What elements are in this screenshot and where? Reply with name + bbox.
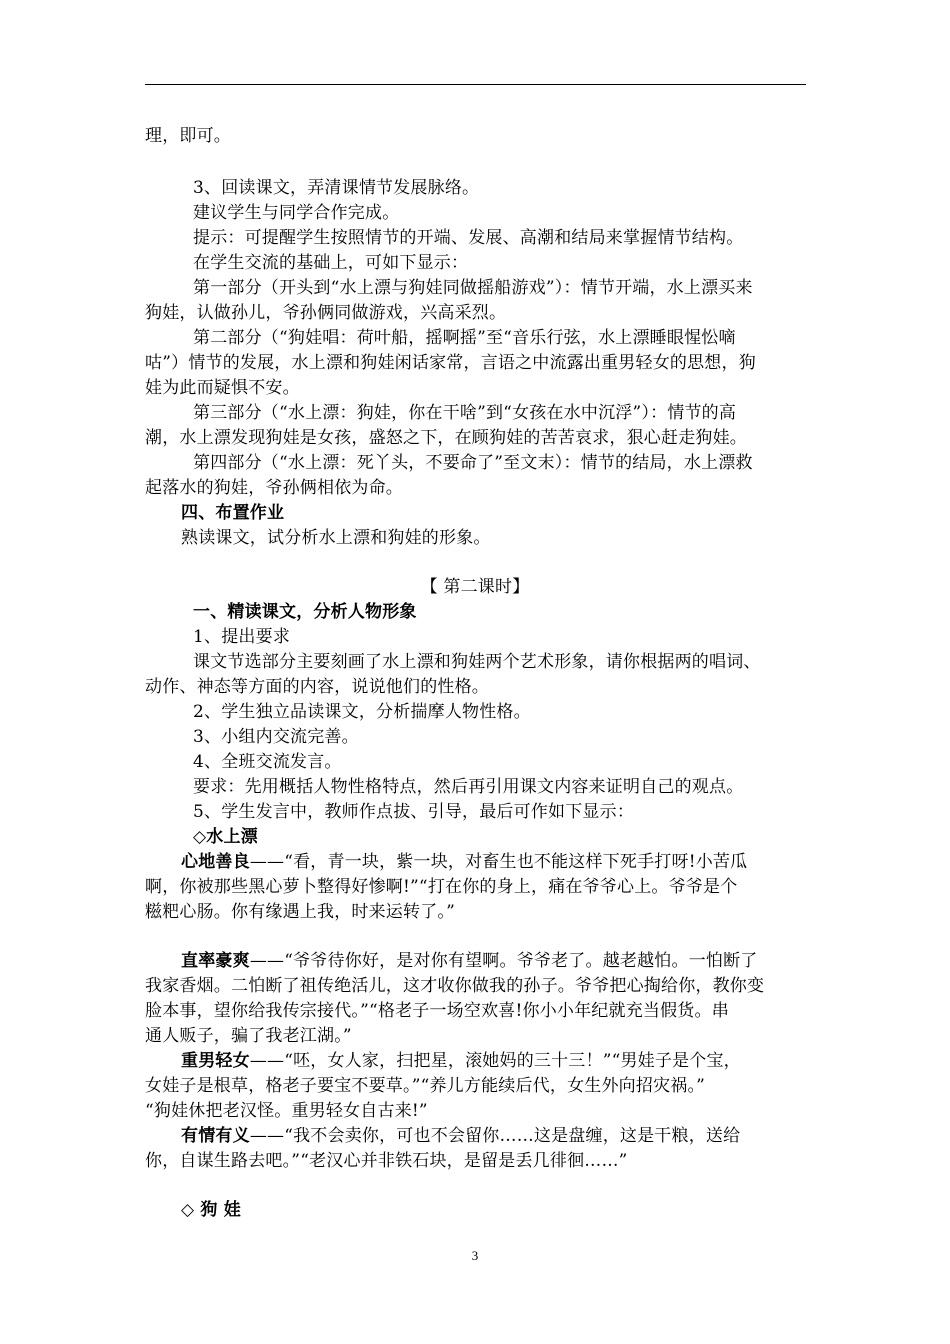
- character-heading: ◇ 狗 娃: [181, 1200, 241, 1220]
- page-number: 3: [471, 1248, 479, 1263]
- text-line: 动作、神态等方面的内容，说说他们的性格。: [145, 677, 489, 697]
- trait-line: [181, 1124, 740, 1148]
- text-line: 狗娃，认做孙儿，爷孙俩同做游戏，兴高采烈。: [145, 303, 507, 323]
- trait-quote: ——“呸，女人家，扫把星，滚她妈的三十三！”“男娃子是个宝，: [249, 1051, 741, 1071]
- character-heading: ◇水上漂: [193, 827, 258, 847]
- text-line: 3、小组内交流完善。: [193, 727, 359, 747]
- text-line: 咕”）情节的发展，水上漂和狗娃闲话家常，言语之中流露出重男轻女的思想，狗: [145, 353, 756, 373]
- trait-line: [181, 850, 747, 874]
- text-line: 脸本事，望你给我传宗接代。”“格老子一场空欢喜!你小小年纪就充当假货。串: [145, 1001, 729, 1021]
- lesson-title: 【 第二课时】: [420, 577, 530, 597]
- text-line: 第一部分（开头到“水上漂与狗娃同做摇船游戏”）：情节开端，水上漂买来: [193, 278, 753, 298]
- text-line: 第二部分（“狗娃唱：荷叶船，摇啊摇”至“音乐行弦，水上漂睡眼惺忪嘀: [193, 328, 736, 348]
- text-line: 2、学生独立品读课文，分析揣摩人物性格。: [193, 702, 531, 722]
- text-line: 提示：可提醒学生按照情节的开端、发展、高潮和结局来掌握情节结构。: [193, 228, 744, 248]
- section-heading: 四、布置作业: [181, 503, 285, 523]
- text-line: 3、回读课文，弄清课情节发展脉络。: [193, 178, 480, 198]
- header-rule: [145, 84, 806, 85]
- text-line: 第三部分（“水上漂：狗娃，你在干啥”到“女孩在水中沉浮”）：情节的高: [193, 403, 737, 423]
- trait-quote: ——“看，青一块，紫一块，对畜生也不能这样下死手打呀!小苦瓜: [249, 852, 748, 872]
- text-line: 女娃子是根草，格老子要宝不要草。”“养儿方能续后代，女生外向招灾祸。”: [145, 1076, 706, 1096]
- text-line: 要求：先用概括人物性格特点，然后再引用课文内容来证明自己的观点。: [193, 777, 744, 797]
- text-line: 理，即可。: [145, 126, 231, 146]
- trait-line: [181, 1049, 741, 1073]
- text-line: “狗娃休把老汉怪。重男轻女自古来!”: [145, 1101, 428, 1121]
- text-line: 建议学生与同学合作完成。: [193, 203, 400, 223]
- text-line: 第四部分（“水上漂：死丫头，不要命了”至文末）：情节的结局，水上漂救: [193, 453, 753, 473]
- text-line: 通人贩子，骗了我老江湖。”: [145, 1026, 352, 1046]
- text-line: 潮，水上漂发现狗娃是女孩，盛怒之下，在顾狗娃的苦苦哀求，狠心赶走狗娃。: [145, 428, 747, 448]
- trait-label: 有情有义: [181, 1126, 250, 1146]
- text-line: 4、全班交流发言。: [193, 752, 342, 772]
- trait-label: 心地善良: [181, 852, 250, 872]
- trait-label: 重男轻女: [181, 1051, 250, 1071]
- trait-quote: ——“我不会卖你，可也不会留你……这是盘缠，这是干粮，送给: [249, 1126, 741, 1146]
- text-line: 你，自谋生路去吧。”“老汉心并非铁石块，是留是丢几徘徊……”: [145, 1151, 628, 1171]
- text-line: 娃为此而疑惧不安。: [145, 378, 300, 398]
- text-line: 起落水的狗娃，爷孙俩相依为命。: [145, 478, 403, 498]
- text-line: 糍粑心肠。你有缘遇上我，时来运转了。”: [145, 902, 455, 922]
- trait-line: [181, 949, 758, 973]
- text-line: 熟读课文，试分析水上漂和狗娃的形象。: [181, 528, 491, 548]
- trait-quote: ——“爷爷待你好，是对你有望啊。爷爷老了。越老越怕。一怕断了: [249, 951, 758, 971]
- text-line: 课文节选部分主要刻画了水上漂和狗娃两个艺术形象，请你根据两的唱词、: [193, 652, 761, 672]
- text-line: 5、学生发言中，教师作点拔、引导，最后可作如下显示：: [193, 802, 635, 822]
- text-line: 1、提出要求: [193, 627, 291, 647]
- text-line: 啊，你被那些黑心萝卜整得好惨啊!”“打在你的身上，痛在爷爷心上。爷爷是个: [145, 877, 738, 897]
- section-heading: 一、精读课文，分析人物形象: [193, 602, 417, 622]
- text-line: 在学生交流的基础上，可如下显示：: [193, 253, 469, 273]
- trait-label: 直率豪爽: [181, 951, 250, 971]
- text-line: 我家香烟。二怕断了祖传绝活儿，这才收你做我的孙子。爷爷把心掏给你，教你变: [145, 976, 765, 996]
